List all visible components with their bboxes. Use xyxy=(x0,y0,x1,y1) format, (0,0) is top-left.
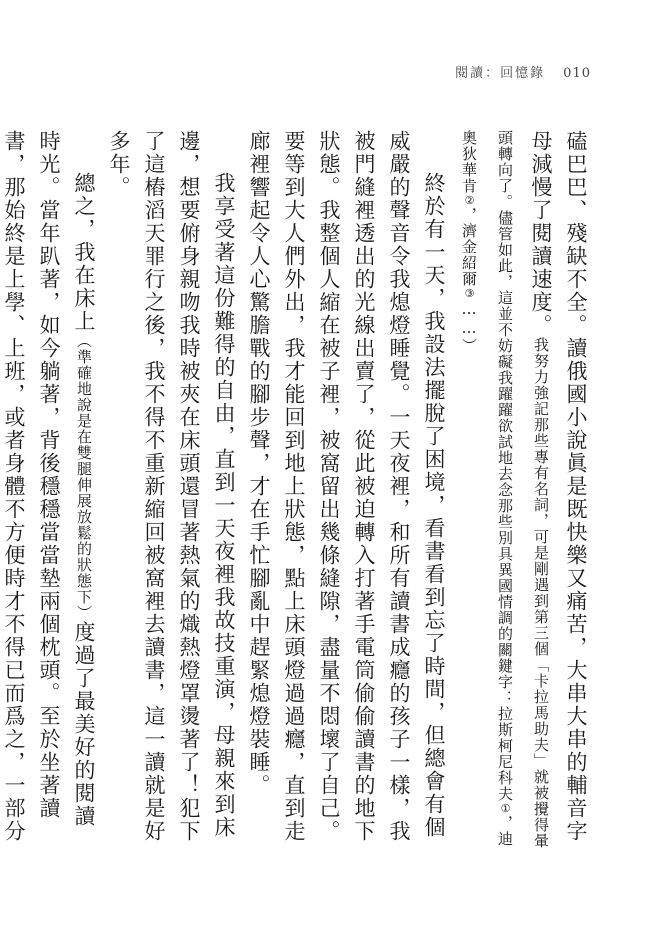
paragraph-4 xyxy=(0,130,101,850)
paragraph-1 xyxy=(451,130,593,850)
paragraph-1-note-b: ，迪奧狄華肯 xyxy=(460,130,514,847)
paragraph-1-note: 我努力強記那些專有名詞，可是剛遇到第三個「卡拉馬助夫」就被攪得暈頭轉向了。儘管如此，這並不妨礙我躍躍欲試地去念那些別具異國情調的關鍵字：拉斯柯尼科夫 xyxy=(496,130,550,849)
paragraph-1-note-d: ……） xyxy=(460,300,478,354)
paragraph-4-text-a: 總之，我在床上 xyxy=(72,172,96,333)
footnote-marker-2: ② xyxy=(463,194,476,207)
book-title: 閱讀：回憶錄 xyxy=(455,66,546,81)
paragraph-1-note-c: ，濟金紹爾 xyxy=(460,207,478,287)
body-text xyxy=(2,130,593,850)
page-number: 010 xyxy=(563,66,591,81)
paragraph-2: 終於有一天，我設法擺脫了困境，看書看到忘了時間，但總會有個威嚴的聲音令我熄燈睡覺。一天夜裡，和所有讀書成癮的孩子一樣，我被門縫裡透出的光線出賣了，從此被迫轉入打著手電筒偷偷讀書的地下狀態。我整個人縮在被子裡，被窩留出幾條縫隙，盡量不悶壞了自己。要等到大人們外出，我才能回到地上狀態，點上床頭燈過過癮，直到走廊裡響起令人心驚膽戰的腳步聲，才在手忙腳亂中趕緊熄燈裝睡。 xyxy=(247,130,446,843)
footnote-marker-3: ③ xyxy=(463,287,476,300)
paragraph-1-text: 磕巴巴、殘缺不全。讀俄國小說眞是既快樂又痛苦，大串大串的輔音字母減慢了閱讀速度。 xyxy=(529,130,588,843)
running-header xyxy=(455,62,591,81)
paragraph-3: 我享受著這份難得的自由，直到一天夜裡我故技重演，母親來到床邊，想要俯身親吻我時被夾在床頭還冒著熱氣的熾熱燈罩燙著了！犯下了這樁滔天罪行之後，我不得不重新縮回被窩裡去讀書，這一讀就是好多年。 xyxy=(107,130,236,843)
paragraph-4-text-b: 度過了最美好的閱讀時光。當年趴著，如今躺著，背後穩穩當當墊兩個枕頭。至於坐著讀書，那始終是上學、上班，或者身體不方便時才不得已而爲之，一部分 xyxy=(2,130,96,843)
paragraph-4-note: （準確地說是在雙腿伸展放鬆的狀態下） xyxy=(75,333,93,621)
footnote-marker-1: ① xyxy=(499,802,512,815)
